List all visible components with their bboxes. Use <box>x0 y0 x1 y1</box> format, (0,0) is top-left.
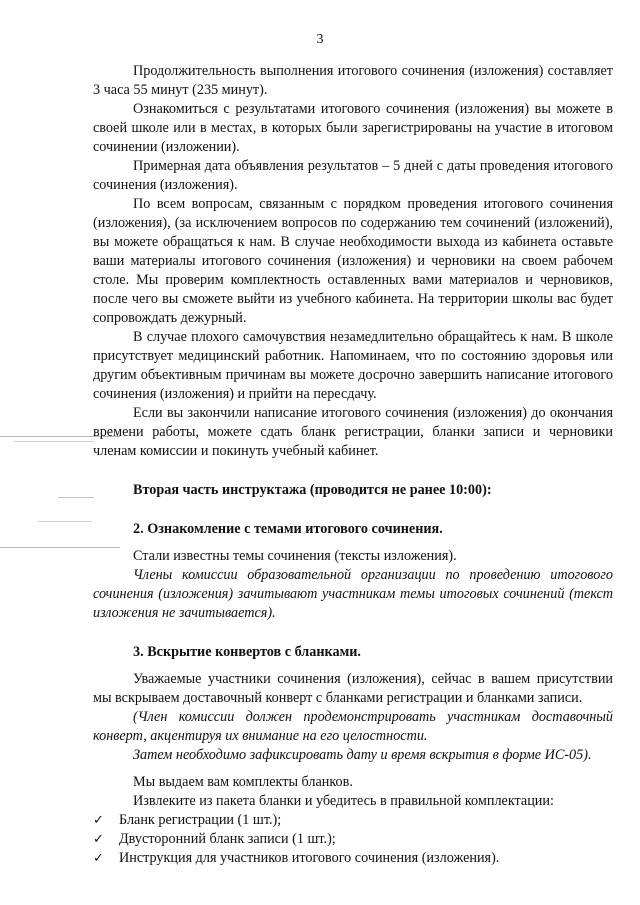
section2-note: Члены комиссии образовательной организации по проведению итогового сочинения (изложения) зачитывают участникам темы итоговых сочинений (текст изложения не зачитывается). <box>93 567 613 621</box>
paragraph: Продолжительность выполнения итогового сочинения (изложения) составляет 3 часа 55 минут (235 минут). <box>93 63 613 98</box>
scan-artifact-line <box>58 497 94 498</box>
check-mark-icon: ✓ <box>93 813 104 828</box>
section3-line-2: Извлеките из пакета бланки и убедитесь в правильной комплектации: <box>133 793 554 809</box>
section2-text: Стали известны темы сочинения (тексты изложения). <box>133 548 457 564</box>
check-mark-icon: ✓ <box>93 851 104 866</box>
check-mark-icon: ✓ <box>93 832 104 847</box>
paragraph: Если вы закончили написание итогового сочинения (изложения) до окончания времени работы, можете сдать бланк регистрации, бланки записи и черновики членам комиссии и покинуть учебный кабинет. <box>93 405 613 459</box>
scan-artifact-line <box>38 521 92 522</box>
checklist-item-text: Бланк регистрации (1 шт.); <box>119 812 282 828</box>
checklist-item <box>93 830 613 849</box>
section3-heading: 3. Вскрытие конвертов с бланками. <box>133 644 361 660</box>
document-body <box>93 62 613 868</box>
section3-note-2: Затем необходимо зафиксировать дату и время вскрытия в форме ИС-05). <box>133 747 592 763</box>
scan-artifact-line <box>14 441 94 442</box>
section3-note-1: (Член комиссии должен продемонстрировать участникам доставочный конверт, акцентируя их внимание на его целостности. <box>93 709 613 744</box>
checklist-item <box>93 811 613 830</box>
checklist-item-text: Инструкция для участников итогового сочинения (изложения). <box>119 850 500 866</box>
paragraph: Примерная дата объявления результатов – 5 дней с даты проведения итогового сочинения (изложения). <box>93 158 613 193</box>
section3-line-1: Мы выдаем вам комплекты бланков. <box>133 774 353 790</box>
checklist-item-text: Двусторонний бланк записи (1 шт.); <box>119 831 336 847</box>
section2-heading: 2. Ознакомление с темами итогового сочинения. <box>133 521 443 537</box>
section3-text: Уважаемые участники сочинения (изложения), сейчас в вашем присутствии мы вскрываем доставочный конверт с бланками регистрации и бланками записи. <box>93 671 613 706</box>
page-number: 3 <box>316 32 324 47</box>
paragraph: По всем вопросам, связанным с порядком проведения итогового сочинения (изложения), (за исключением вопросов по содержанию тем сочинений (изложений), вы можете обращаться к нам. В случае необходимости выхода из кабинета оставьте ваши материалы итогового сочинения (изложения) и черновики на своем рабочем столе. Мы проверим комплектность оставленных вами материалов и черновиков, после чего вы сможете выйти из учебного кабинета. На территории школы вас будет сопровождать дежурный. <box>93 196 613 326</box>
part2-heading: Вторая часть инструктажа (проводится не ранее 10:00): <box>133 482 492 498</box>
checklist <box>93 811 613 868</box>
checklist-item <box>93 849 613 868</box>
paragraph: Ознакомиться с результатами итогового сочинения (изложения) вы можете в своей школе или в местах, в которых были зарегистрированы на участие в итоговом сочинении (изложении). <box>93 101 613 155</box>
paragraph: В случае плохого самочувствия незамедлительно обращайтесь к нам. В школе присутствует медицинский работник. Напоминаем, что по состоянию здоровья или другим объективным причинам вы можете досрочно завершить написание итогового сочинения (изложения) и прийти на пересдачу. <box>93 329 613 402</box>
